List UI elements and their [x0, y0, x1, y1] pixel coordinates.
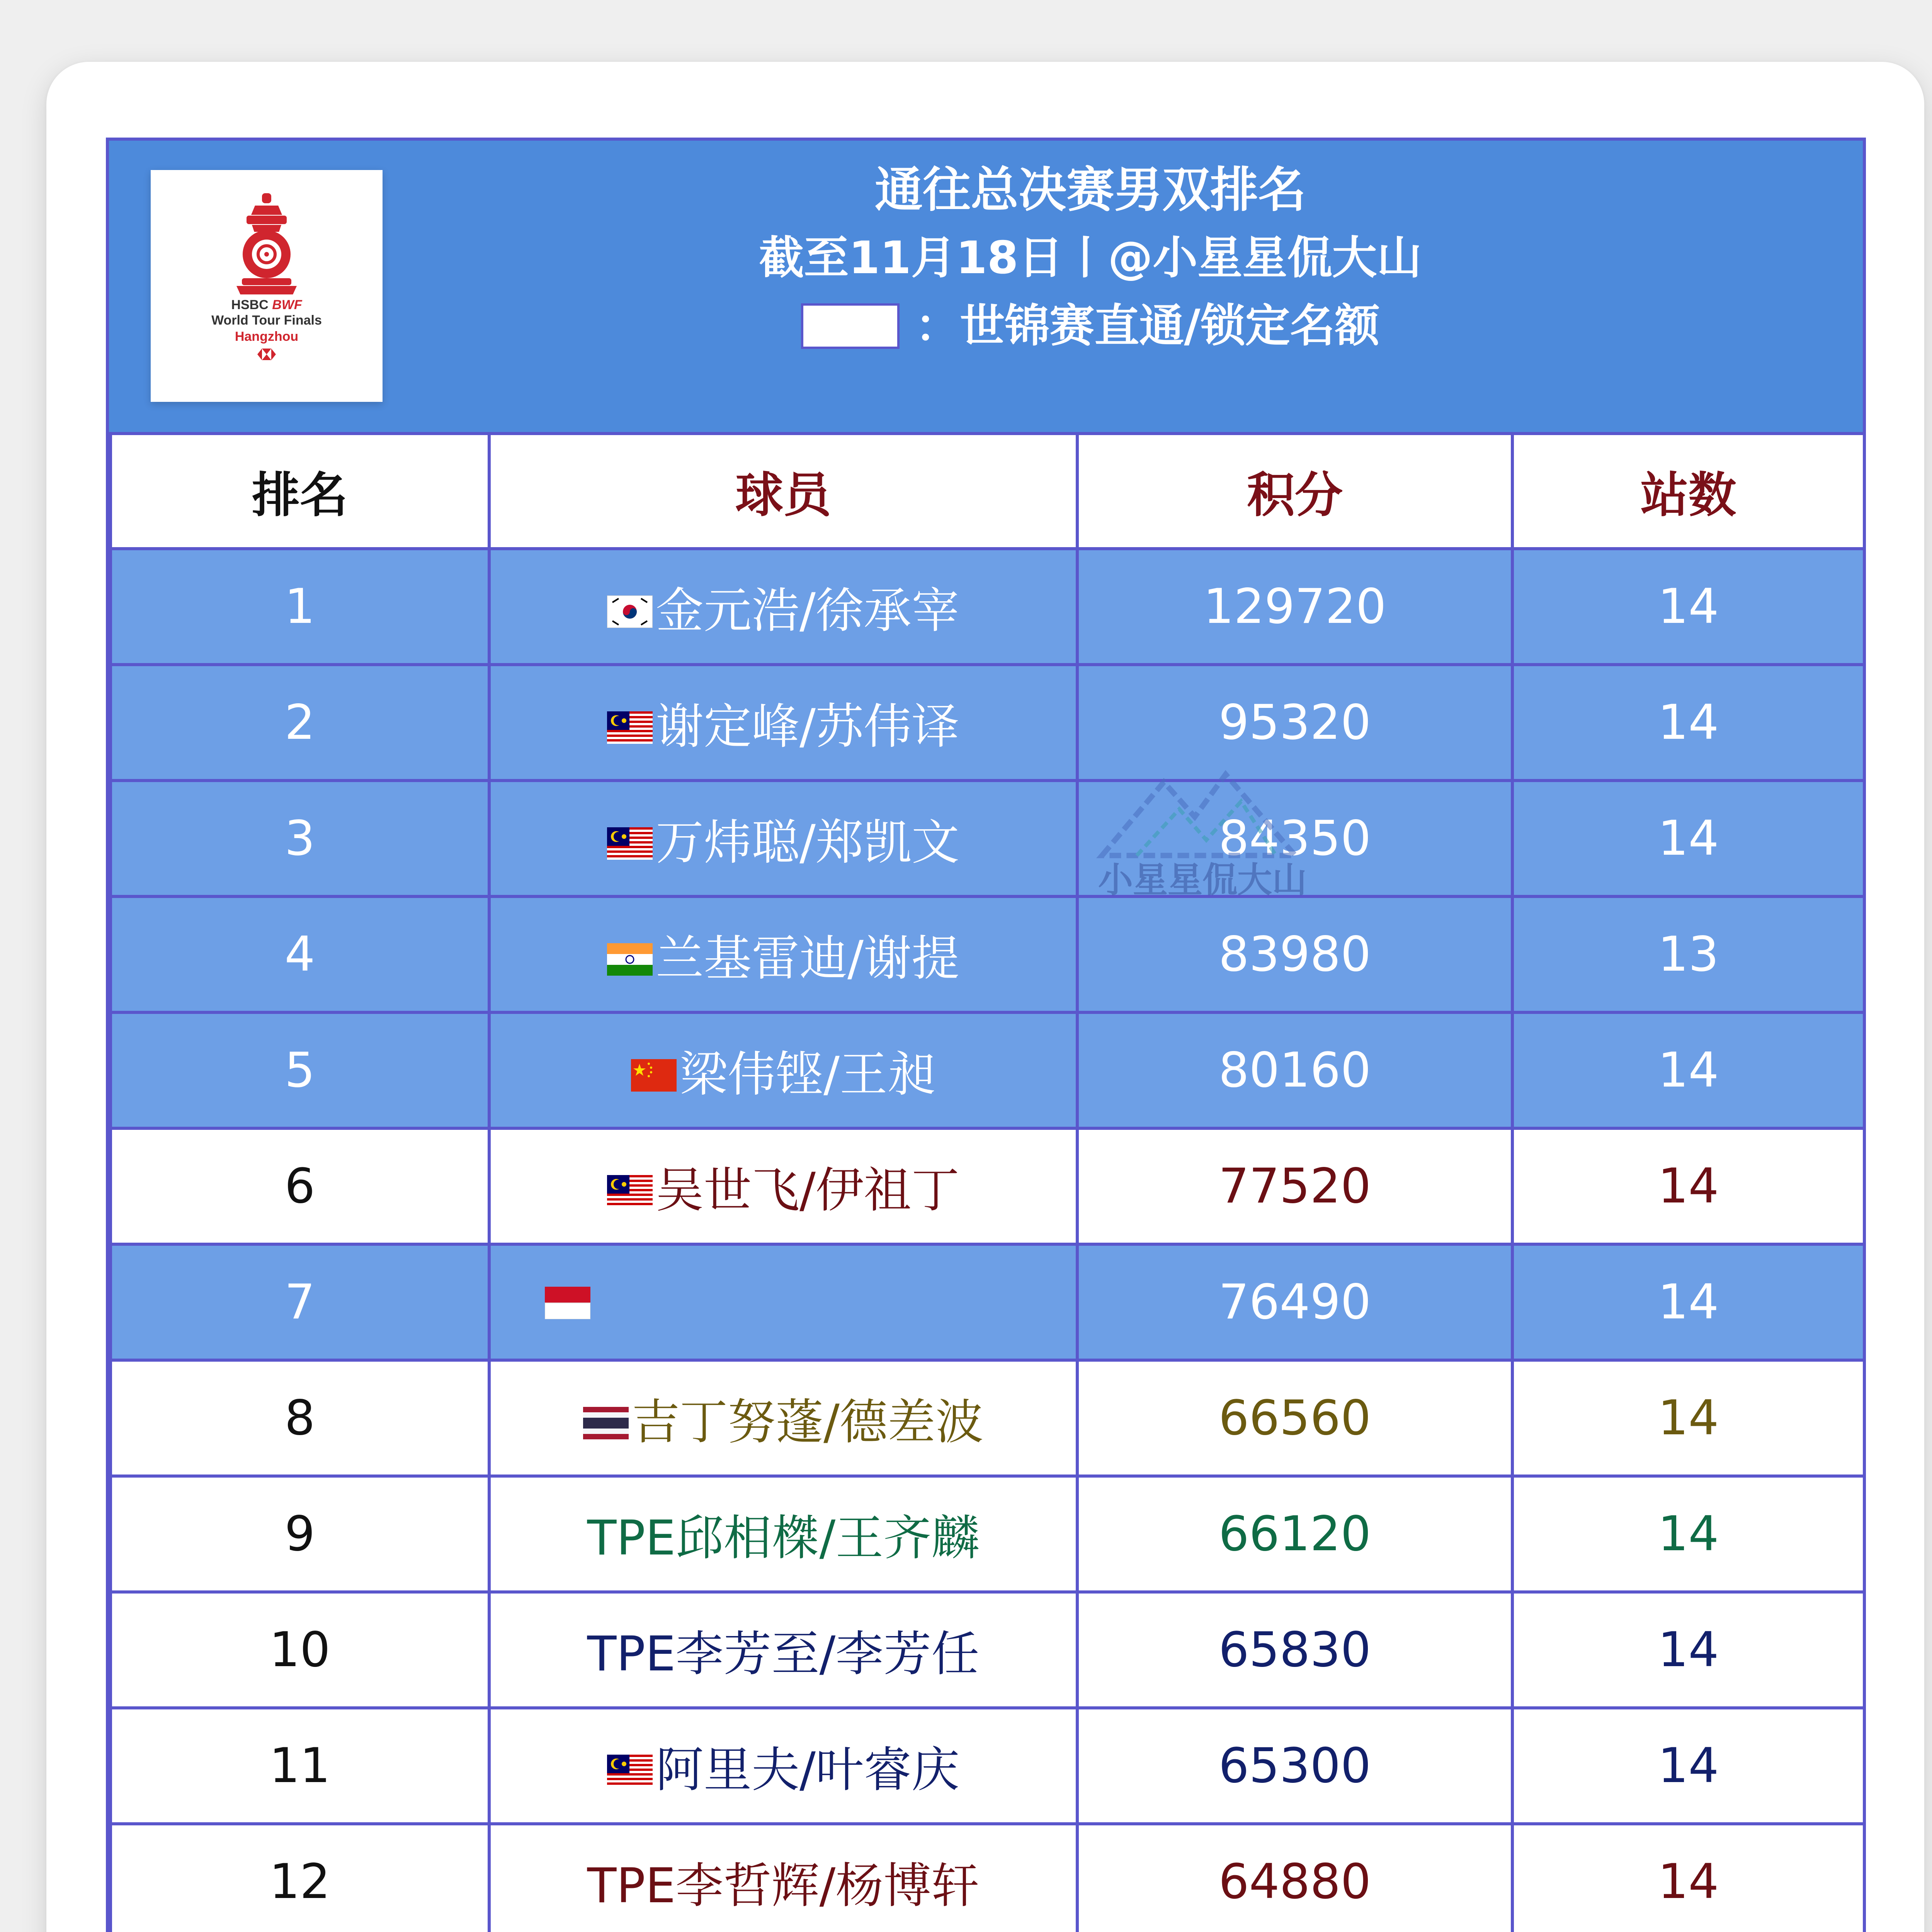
- events-cell: 14: [1512, 1128, 1864, 1244]
- player-cell: [489, 1128, 1077, 1244]
- player-names: TPE李哲辉/杨博轩: [587, 1858, 980, 1914]
- rank-cell: 5: [111, 1012, 489, 1128]
- rank-cell: 11: [111, 1708, 489, 1824]
- player-cell: [489, 1360, 1077, 1476]
- malaysia-flag-icon: [607, 711, 653, 744]
- points-cell: 76490: [1077, 1244, 1512, 1360]
- player-cell: [489, 665, 1077, 781]
- legend-swatch: [801, 303, 900, 349]
- korea-flag-icon: [607, 595, 653, 628]
- player-names: TPE邱相榤/王齐麟: [587, 1510, 980, 1566]
- points-cell: 80160: [1077, 1012, 1512, 1128]
- points-cell: 65830: [1077, 1592, 1512, 1708]
- player-names: 吴世飞/伊祖丁: [656, 1163, 959, 1218]
- rank-cell: 3: [111, 781, 489, 896]
- rank-cell: 2: [111, 665, 489, 781]
- rank-cell: 4: [111, 896, 489, 1012]
- tournament-logo: [151, 170, 383, 402]
- player-cell: [489, 1012, 1077, 1128]
- player-cell: [489, 1592, 1077, 1708]
- page-subtitle: 截至11月18日丨@小星星侃大山: [759, 232, 1422, 284]
- india-flag-icon: [607, 943, 653, 976]
- logo-bwf: BWF: [272, 298, 302, 312]
- points-cell: 65300: [1077, 1708, 1512, 1824]
- rank-cell: 7: [111, 1244, 489, 1360]
- table-row: [111, 549, 1864, 665]
- rank-cell: 12: [111, 1824, 489, 1932]
- ranking-table: [109, 432, 1866, 1932]
- events-cell: 13: [1512, 896, 1864, 1012]
- events-cell: 14: [1512, 1476, 1864, 1592]
- table-row: [111, 1476, 1864, 1592]
- points-cell: 77520: [1077, 1128, 1512, 1244]
- legend: [403, 292, 1778, 360]
- malaysia-flag-icon: [607, 1755, 653, 1787]
- player-cell: [489, 1708, 1077, 1824]
- hsbc-hexagon-icon: [257, 349, 276, 360]
- col-header-player: 球员: [489, 434, 1077, 549]
- col-header-points: 积分: [1077, 434, 1512, 549]
- logo-hsbc: HSBC: [231, 298, 269, 312]
- trophy-icon: [151, 170, 383, 402]
- points-cell: 83980: [1077, 896, 1512, 1012]
- player-names: 梁伟铿/王昶: [680, 1047, 935, 1102]
- table-row: [111, 1824, 1864, 1932]
- malaysia-flag-icon: [607, 827, 653, 860]
- player-cell: [489, 781, 1077, 896]
- player-names: 万炜聪/郑凯文: [656, 815, 959, 871]
- malaysia-flag-icon: [607, 1175, 653, 1208]
- watermark-text: 小星星侃大山: [1098, 860, 1307, 900]
- rank-cell: 8: [111, 1360, 489, 1476]
- rank-cell: 6: [111, 1128, 489, 1244]
- events-cell: 14: [1512, 781, 1864, 896]
- table-header-row: [111, 434, 1864, 549]
- player-names: 金元浩/徐承宰: [656, 583, 959, 639]
- player-cell: [489, 1244, 1077, 1360]
- logo-hangzhou: Hangzhou: [235, 329, 299, 344]
- points-cell: 84350: [1077, 781, 1512, 896]
- logo-world-tour-finals: World Tour Finals: [211, 313, 322, 328]
- watermark: [1079, 759, 1326, 906]
- player-names: 谢定峰/苏伟译: [656, 699, 959, 755]
- player-names: 阿里夫/叶睿庆: [656, 1742, 959, 1798]
- points-cell: 129720: [1077, 549, 1512, 665]
- events-cell: 14: [1512, 1592, 1864, 1708]
- table-row: [111, 781, 1864, 896]
- rank-cell: 9: [111, 1476, 489, 1592]
- events-cell: 14: [1512, 1708, 1864, 1824]
- table-row: [111, 1128, 1864, 1244]
- player-names: 兰基雷迪/谢提: [656, 931, 959, 986]
- player-cell: [489, 1476, 1077, 1592]
- legend-text: ：世锦赛直通/锁定名额: [915, 300, 1380, 352]
- ranking-sheet: [106, 138, 1866, 1932]
- indonesia-flag-icon: [545, 1287, 590, 1319]
- table-row: [111, 1592, 1864, 1708]
- col-header-events: 站数: [1512, 434, 1864, 549]
- events-cell: 14: [1512, 1360, 1864, 1476]
- table-row: [111, 896, 1864, 1012]
- rank-cell: 1: [111, 549, 489, 665]
- points-cell: 64880: [1077, 1824, 1512, 1932]
- rank-cell: 10: [111, 1592, 489, 1708]
- table-row: [111, 1360, 1864, 1476]
- events-cell: 14: [1512, 1824, 1864, 1932]
- col-header-rank: 排名: [111, 434, 489, 549]
- table-row: [111, 1012, 1864, 1128]
- table-row: [111, 1708, 1864, 1824]
- table-row: [111, 1244, 1864, 1360]
- events-cell: 14: [1512, 1012, 1864, 1128]
- player-cell: [489, 549, 1077, 665]
- china-flag-icon: [631, 1059, 677, 1092]
- player-cell: [489, 1824, 1077, 1932]
- points-cell: 66120: [1077, 1476, 1512, 1592]
- mountain-watermark-icon: [1079, 759, 1326, 859]
- page-title: 通往总决赛男双排名: [874, 162, 1306, 218]
- points-cell: 95320: [1077, 665, 1512, 781]
- player-cell: [489, 896, 1077, 1012]
- events-cell: 14: [1512, 665, 1864, 781]
- player-names: 吉丁努蓬/德差波: [632, 1395, 983, 1450]
- events-cell: 14: [1512, 549, 1864, 665]
- events-cell: 14: [1512, 1244, 1864, 1360]
- title-block: [403, 156, 1778, 360]
- points-cell: 66560: [1077, 1360, 1512, 1476]
- player-names: TPE李芳至/李芳任: [587, 1626, 980, 1682]
- thailand-flag-icon: [583, 1407, 629, 1439]
- table-row: [111, 665, 1864, 781]
- header-banner: [109, 141, 1863, 435]
